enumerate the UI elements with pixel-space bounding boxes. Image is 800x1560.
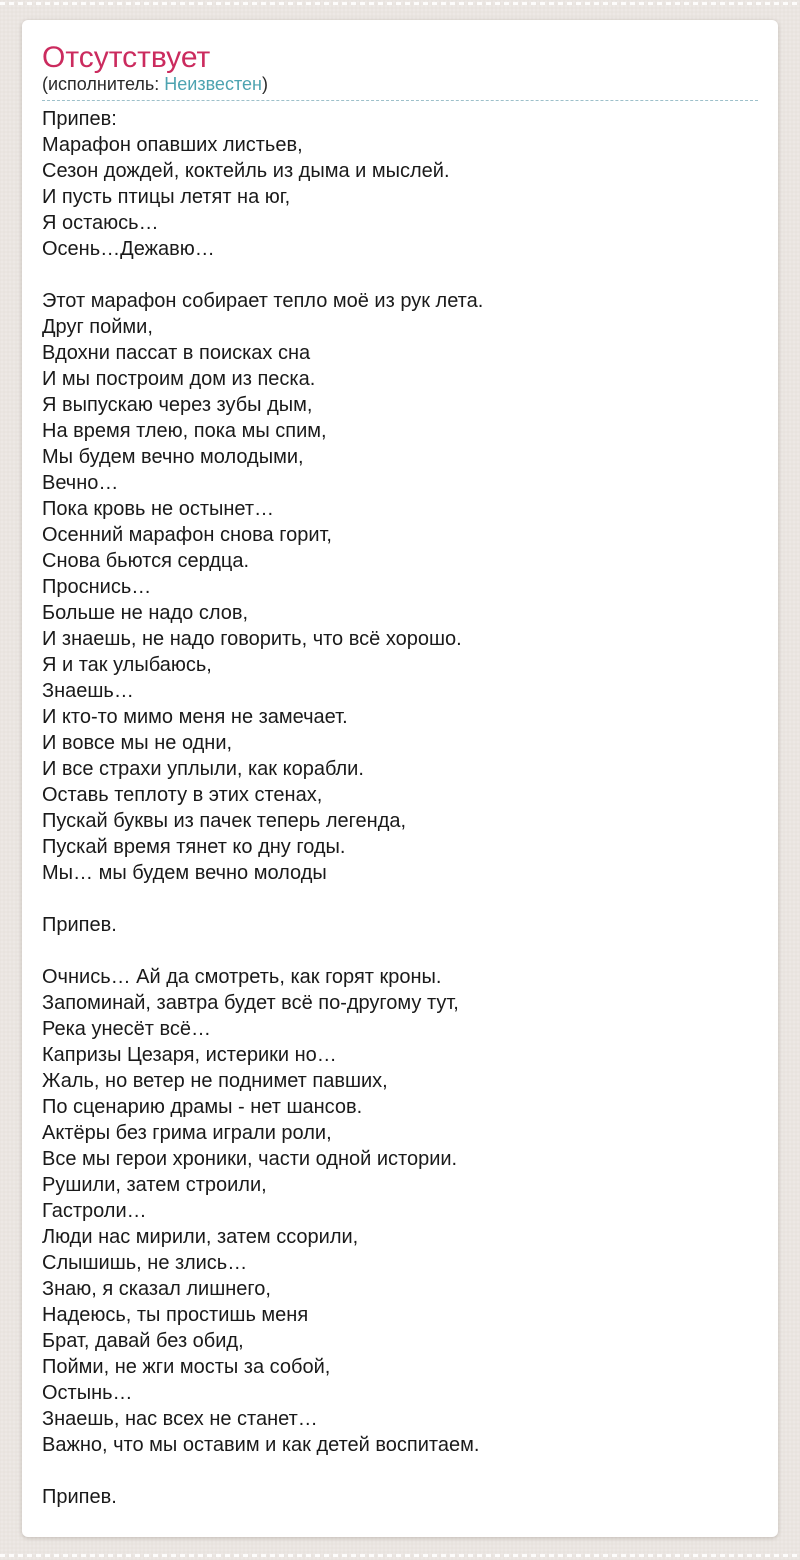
lyrics-blank-line bbox=[42, 938, 758, 964]
lyrics-line: Больше не надо слов, bbox=[42, 602, 249, 624]
artist-close-paren: ) bbox=[261, 74, 268, 94]
lyrics-blank-line bbox=[42, 886, 758, 912]
lyrics-line: Друг пойми, bbox=[42, 316, 153, 338]
lyrics-line: Снова бьются сердца. bbox=[42, 550, 250, 572]
lyrics-line: Знаешь… bbox=[42, 680, 134, 702]
lyrics-line: И мы построим дом из песка. bbox=[42, 368, 316, 390]
lyrics-line: Оставь теплоту в этих стенах, bbox=[42, 784, 323, 806]
lyrics-line: Жаль, но ветер не поднимет павших, bbox=[42, 1070, 388, 1092]
lyrics-line: Припев: bbox=[42, 108, 117, 130]
lyrics-line: Люди нас мирили, затем ссорили, bbox=[42, 1226, 359, 1248]
lyrics-line: Гастроли… bbox=[42, 1200, 147, 1222]
lyrics-line: Слышишь, не злись… bbox=[42, 1252, 248, 1274]
artist-link[interactable]: Неизвестен bbox=[164, 74, 262, 94]
artist-line bbox=[42, 74, 758, 101]
lyrics-line: Все мы герои хроники, части одной истории. bbox=[42, 1148, 458, 1170]
lyrics-card bbox=[22, 20, 778, 1537]
song-title: Отсутствует bbox=[42, 41, 211, 74]
lyrics-line: Я и так улыбаюсь, bbox=[42, 654, 212, 676]
lyrics-line: И все страхи уплыли, как корабли. bbox=[42, 758, 364, 780]
top-stitch-border bbox=[0, 2, 800, 5]
lyrics-line: Проснись… bbox=[42, 576, 152, 598]
lyrics-line: Осенний марафон снова горит, bbox=[42, 524, 332, 546]
artist-label: (исполнитель: bbox=[42, 74, 160, 94]
lyrics-line: Актёры без грима играли роли, bbox=[42, 1122, 332, 1144]
lyrics-line: Пускай буквы из пачек теперь легенда, bbox=[42, 810, 407, 832]
lyrics-line: Пойми, не жги мосты за собой, bbox=[42, 1356, 331, 1378]
lyrics-line: Знаешь, нас всех не станет… bbox=[42, 1408, 318, 1430]
lyrics-line: Мы… мы будем вечно молоды bbox=[42, 862, 327, 884]
lyrics-line: Очнись… Ай да смотреть, как горят кроны. bbox=[42, 966, 442, 988]
lyrics-line: Осень…Дежавю… bbox=[42, 238, 215, 260]
lyrics-line: По сценарию драмы - нет шансов. bbox=[42, 1096, 363, 1118]
lyrics-line: Припев. bbox=[42, 914, 117, 936]
lyrics-line: Пускай время тянет ко дну годы. bbox=[42, 836, 346, 858]
lyrics-line: Пока кровь не остынет… bbox=[42, 498, 275, 520]
lyrics-blank-line bbox=[42, 1458, 758, 1484]
lyrics-line: Рушили, затем строили, bbox=[42, 1174, 267, 1196]
lyrics-line: Брат, давай без обид, bbox=[42, 1330, 244, 1352]
lyrics-line: Река унесёт всё… bbox=[42, 1018, 211, 1040]
lyrics-line: Запоминай, завтра будет всё по-другому тут, bbox=[42, 992, 459, 1014]
lyrics-line: Мы будем вечно молодыми, bbox=[42, 446, 304, 468]
lyrics-line: Припев. bbox=[42, 1486, 117, 1508]
lyrics-line: На время тлею, пока мы спим, bbox=[42, 420, 327, 442]
lyrics-line: Вечно… bbox=[42, 472, 119, 494]
lyrics-line: Этот марафон собирает тепло моё из рук лета. bbox=[42, 290, 484, 312]
lyrics-line: Марафон опавших листьев, bbox=[42, 134, 303, 156]
lyrics-line: И вовсе мы не одни, bbox=[42, 732, 233, 754]
lyrics-line: Важно, что мы оставим и как детей воспитаем. bbox=[42, 1434, 480, 1456]
lyrics-line: Знаю, я сказал лишнего, bbox=[42, 1278, 271, 1300]
lyrics-line: И пусть птицы летят на юг, bbox=[42, 186, 291, 208]
lyrics-line: Капризы Цезаря, истерики но… bbox=[42, 1044, 337, 1066]
lyrics-line: Остынь… bbox=[42, 1382, 133, 1404]
lyrics-line: Я остаюсь… bbox=[42, 212, 159, 234]
lyrics-text bbox=[42, 106, 758, 1510]
lyrics-line: И кто-то мимо меня не замечает. bbox=[42, 706, 348, 728]
bottom-stitch-border bbox=[0, 1554, 800, 1557]
lyrics-line: Я выпускаю через зубы дым, bbox=[42, 394, 313, 416]
lyrics-line: И знаешь, не надо говорить, что всё хорошо. bbox=[42, 628, 462, 650]
lyrics-blank-line bbox=[42, 262, 758, 288]
lyrics-line: Надеюсь, ты простишь меня bbox=[42, 1304, 309, 1326]
lyrics-line: Вдохни пассат в поисках сна bbox=[42, 342, 311, 364]
lyrics-line: Сезон дождей, коктейль из дыма и мыслей. bbox=[42, 160, 450, 182]
